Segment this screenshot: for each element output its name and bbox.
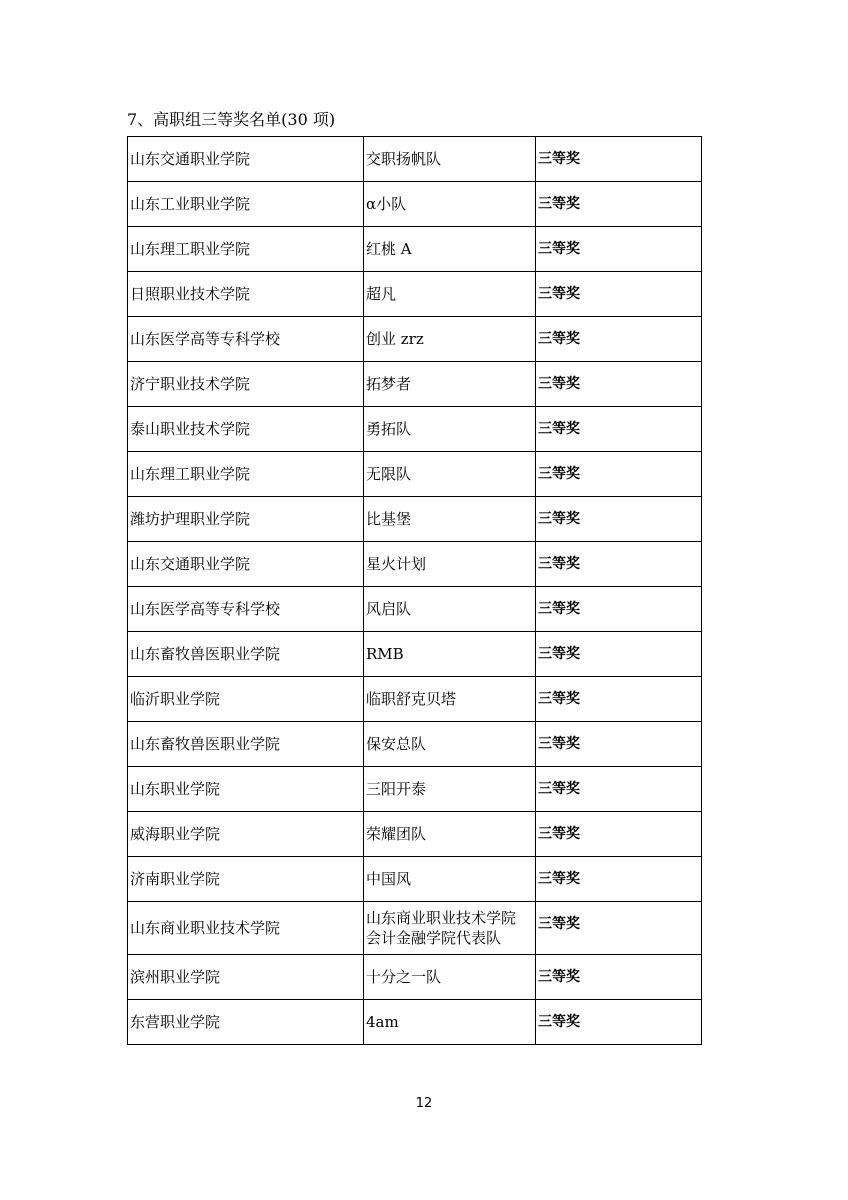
section-heading: 7、高职组三等奖名单(30 项): [127, 110, 336, 129]
award-cell: 三等奖: [536, 902, 702, 955]
school-cell: 济南职业学院: [128, 857, 364, 902]
table-row: [128, 632, 702, 677]
table-row: [128, 227, 702, 272]
school-cell: 山东交通职业学院: [128, 137, 364, 182]
award-cell: 三等奖: [536, 857, 702, 902]
award-cell: 三等奖: [536, 767, 702, 812]
award-cell: 三等奖: [536, 955, 702, 1000]
table-row: [128, 767, 702, 812]
award-cell: 三等奖: [536, 497, 702, 542]
award-cell: 三等奖: [536, 272, 702, 317]
school-cell: 泰山职业技术学院: [128, 407, 364, 452]
award-cell: 三等奖: [536, 1000, 702, 1045]
team-cell: 风启队: [364, 587, 536, 632]
team-cell: 红桃 A: [364, 227, 536, 272]
table-row: [128, 362, 702, 407]
table-row: [128, 137, 702, 182]
award-cell: 三等奖: [536, 677, 702, 722]
table-row: [128, 587, 702, 632]
school-cell: 东营职业学院: [128, 1000, 364, 1045]
school-cell: 山东职业学院: [128, 767, 364, 812]
table-row: [128, 955, 702, 1000]
table-row: [128, 452, 702, 497]
school-cell: 威海职业学院: [128, 812, 364, 857]
school-cell: 济宁职业技术学院: [128, 362, 364, 407]
school-cell: 山东理工职业学院: [128, 452, 364, 497]
team-cell: [364, 902, 536, 955]
award-cell: 三等奖: [536, 452, 702, 497]
school-cell: 日照职业技术学院: [128, 272, 364, 317]
team-cell: 无限队: [364, 452, 536, 497]
table-row: [128, 1000, 702, 1045]
school-cell: 山东交通职业学院: [128, 542, 364, 587]
award-cell: 三等奖: [536, 182, 702, 227]
table-row: [128, 812, 702, 857]
table-row: [128, 902, 702, 955]
school-cell: 山东医学高等专科学校: [128, 317, 364, 362]
award-cell: 三等奖: [536, 587, 702, 632]
team-cell: 星火计划: [364, 542, 536, 587]
team-cell: 保安总队: [364, 722, 536, 767]
school-cell: 山东畜牧兽医职业学院: [128, 632, 364, 677]
table-row: [128, 722, 702, 767]
table-row: [128, 497, 702, 542]
team-cell: α小队: [364, 182, 536, 227]
team-cell: 超凡: [364, 272, 536, 317]
school-cell: 滨州职业学院: [128, 955, 364, 1000]
award-cell: 三等奖: [536, 317, 702, 362]
table-row: [128, 407, 702, 452]
school-cell: 山东理工职业学院: [128, 227, 364, 272]
table-row: [128, 677, 702, 722]
table-row: [128, 317, 702, 362]
award-cell: 三等奖: [536, 137, 702, 182]
table-row: [128, 857, 702, 902]
school-cell: 山东商业职业技术学院: [128, 902, 364, 955]
table-row: [128, 182, 702, 227]
school-cell: 潍坊护理职业学院: [128, 497, 364, 542]
team-cell: 三阳开泰: [364, 767, 536, 812]
team-cell: 创业 zrz: [364, 317, 536, 362]
award-cell: 三等奖: [536, 722, 702, 767]
team-cell: 临职舒克贝塔: [364, 677, 536, 722]
team-cell: 拓梦者: [364, 362, 536, 407]
page-number: 12: [415, 1096, 433, 1111]
team-cell: 荣耀团队: [364, 812, 536, 857]
table-row: [128, 542, 702, 587]
school-cell: 临沂职业学院: [128, 677, 364, 722]
school-cell: 山东医学高等专科学校: [128, 587, 364, 632]
team-cell: RMB: [364, 632, 536, 677]
award-cell: 三等奖: [536, 542, 702, 587]
school-cell: 山东畜牧兽医职业学院: [128, 722, 364, 767]
team-cell: 交职扬帆队: [364, 137, 536, 182]
team-cell: 中国风: [364, 857, 536, 902]
team-cell: 比基堡: [364, 497, 536, 542]
award-cell: 三等奖: [536, 227, 702, 272]
team-cell: 4am: [364, 1000, 536, 1045]
team-cell-line-2: 会计金融学院代表队: [366, 929, 502, 947]
table-row: [128, 272, 702, 317]
award-list-table: [127, 136, 702, 1045]
award-cell: 三等奖: [536, 632, 702, 677]
team-cell-line-1: 山东商业职业技术学院: [366, 909, 517, 927]
award-cell: 三等奖: [536, 812, 702, 857]
school-cell: 山东工业职业学院: [128, 182, 364, 227]
award-cell: 三等奖: [536, 362, 702, 407]
award-cell: 三等奖: [536, 407, 702, 452]
team-cell: 十分之一队: [364, 955, 536, 1000]
team-cell: 勇拓队: [364, 407, 536, 452]
